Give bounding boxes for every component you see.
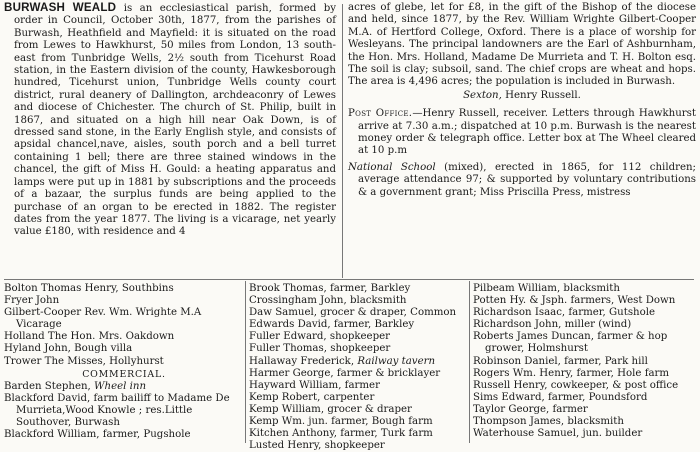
commercial-heading: COMMERCIAL.: [82, 368, 166, 380]
list-item: Kemp William, grocer & draper: [249, 403, 412, 415]
parish-description-continued: acres of glebe, let for £8, in the gift of the Bishop of the diocese and held, since 1877, by the Rev. William Wrighte Gilbert-Cooper M.A. of Hertford College, Oxford. There is a place of worship for Wesleyans. The principal landowners are the Earl of Ashburnham, the Hon. Mrs. Holland, Madame De Murrieta and T. H. Bolton esq. The soil is clay; subsoil, sand. The chief crops are wheat and hops. The area is 4,496 acres; the population is included in Burwash.: [348, 2, 696, 88]
list-item: Rogers Wm. Henry, farmer, Hole farm: [473, 367, 670, 379]
list-item: Blackford David, farm bailiff to Madame De Murrieta,Wood Knowle ; res.Little Southover, Burwash: [4, 392, 230, 429]
list-item: Brook Thomas, farmer, Barkley: [249, 283, 411, 294]
description-left-column: [4, 2, 336, 239]
list-item: [249, 356, 465, 368]
entry-detail: Railway tavern: [357, 355, 436, 367]
entry-detail: Wheel inn: [94, 380, 147, 392]
list-item: Richardson John, miller (wind): [473, 319, 632, 331]
list-item: Fryer John: [4, 295, 60, 307]
list-item: Holland The Hon. Mrs. Oakdown: [4, 331, 175, 343]
list-item: Russell Henry, cowkeeper, & post office: [473, 379, 679, 391]
lower-divider-2: [469, 281, 470, 443]
list-item: Waterhouse Samuel, jun. builder: [473, 428, 643, 440]
list-item: Kitchen Anthony, farmer, Turk farm: [249, 428, 433, 440]
list-item: Bolton Thomas Henry, Southbins: [4, 283, 174, 294]
entry-name: Hallaway Frederick,: [249, 355, 355, 367]
directory-column-1: [4, 283, 244, 441]
description-right-column: [348, 2, 696, 199]
post-office-paragraph: [348, 108, 696, 158]
list-item: Sims Edward, farmer, Poundsford: [473, 391, 648, 403]
list-item: Edwards David, farmer, Barkley: [249, 319, 415, 331]
list-item: Crossingham John, blacksmith: [249, 295, 407, 307]
list-item: [4, 381, 244, 393]
list-item: Trower The Misses, Hollyhurst: [4, 355, 164, 367]
parish-description-text: is an ecclesiastical parish, formed by order in Council, October 30th, 1877, from the parishes of Burwash, Heathfield and Mayfield: it is situated on the road from Lewes to Hawkhurst, 50 miles from London, 13 south-east from Tunbridge Wells, 2½ south from Ticehurst Road station, in the Eastern division of the county, Hawkesborough hundred, Ticehurst union, Tunbridge Wells county court district, rural deanery of Dallington, archdeaconry of Lewes and diocese of Chichester. The church of St. Philip, built in 1867, and situated on a high hill near Oak Down, is of dressed sand stone, in the Early English style, and consists of apsidal chancel,nave, aisles, south porch and a bell turret containing 1 bell; there are three stained windows in the chancel, the gift of Miss H. Gould: a heating apparatus and lamps were put up in 1881 by subscriptions and the proceeds of a bazaar, the surplus funds are being applied to the purchase of an organ to be erected in 1882. The register dates from the year 1877. The living is a vicarage, net yearly value £180, with residence and 4: [14, 3, 336, 238]
post-office-text: —Henry Russell, receiver. Letters through Hawkhurst arrive at 7.30 a.m.; dispatched at 10 p.m. Burwash is the nearest money order & telegraph office. Letter box at The Wheel cleared at 10 p.m: [358, 108, 696, 157]
list-item: Thompson James, blacksmith: [473, 416, 624, 428]
list-item: Kemp Robert, carpenter: [249, 391, 375, 403]
list-item: Hayward William, farmer: [249, 379, 380, 391]
list-item: Blackford William, farmer, Pugshole: [4, 429, 191, 441]
list-item: Hyland John, Bough villa: [4, 343, 133, 355]
parish-description: [4, 2, 336, 239]
sexton-name: Henry Russell.: [505, 89, 581, 101]
list-item: Taylor George, farmer: [473, 403, 588, 415]
place-name: BURWASH WEALD: [4, 1, 117, 14]
school-text: (mixed), erected in 1865, for 112 children; average attendance 97; & supported by voluntary contributions & a government grant; Miss Priscilla Press, mistress: [358, 161, 696, 198]
list-item: Kemp Wm. jun. farmer, Bough farm: [249, 416, 433, 428]
list-item: Roberts James Duncan, farmer & hop grower, Holmshurst: [473, 331, 668, 355]
section-divider: [4, 279, 694, 280]
list-item: Potten Hy. & Jsph. farmers, West Down: [473, 295, 676, 307]
directory-column-2: [249, 283, 465, 452]
upper-column-divider: [342, 4, 343, 278]
sexton-line: [348, 90, 696, 102]
list-item: Lusted Henry, shopkeeper: [249, 440, 385, 452]
sexton-label: Sexton,: [463, 89, 502, 101]
list-item: Robinson Daniel, farmer, Park hill: [473, 355, 648, 367]
national-school-paragraph: [348, 162, 696, 199]
entry-name: Barden Stephen,: [4, 380, 91, 392]
list-item: Harmer George, farmer & bricklayer: [249, 367, 441, 379]
list-item: Pilbeam William, blacksmith: [473, 283, 620, 294]
directory-column-3: [473, 283, 697, 440]
list-item: Fuller Edward, shopkeeper: [249, 331, 390, 343]
lower-divider-1: [245, 281, 246, 443]
list-item: Daw Samuel, grocer & draper, Common: [249, 307, 457, 319]
list-item: Fuller Thomas, shopkeeper: [249, 343, 391, 355]
list-item: Richardson Isaac, farmer, Gutshole: [473, 307, 656, 319]
post-office-label: Post Office.: [348, 108, 413, 120]
list-item: Gilbert-Cooper Rev. Wm. Wrighte M.A Vicarage: [4, 307, 202, 331]
school-label: National School: [348, 161, 436, 173]
